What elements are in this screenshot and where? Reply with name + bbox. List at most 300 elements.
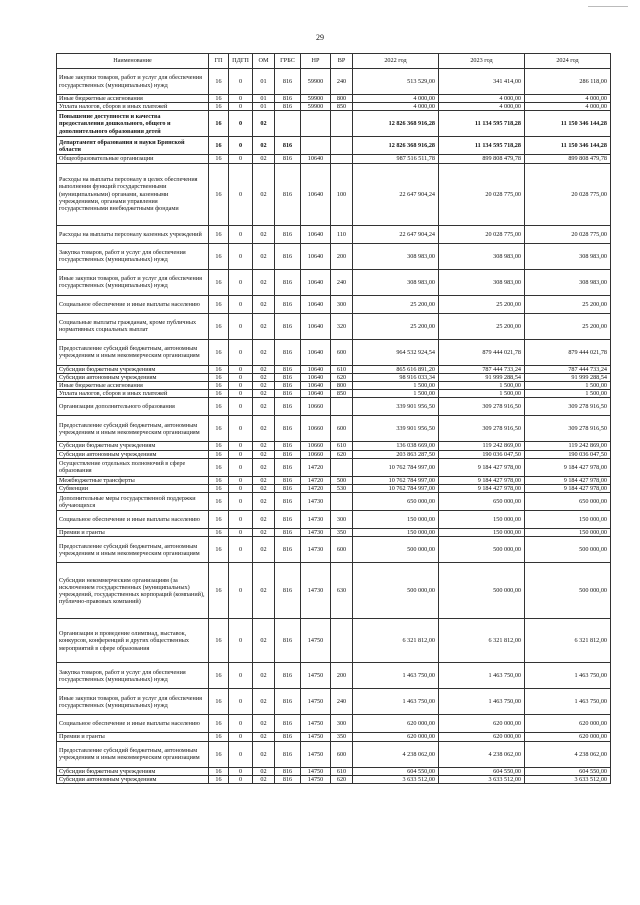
cell-gp: 16 [209,537,229,563]
cell-om: 02 [253,137,275,155]
cell-name: Организация и проведение олимпиад, выставок, конкурсов, конференций и других общественных мероприятий в сфере образования [57,619,209,663]
cell-vr: 240 [331,69,353,95]
cell-vr [331,493,353,511]
table-row [57,458,611,476]
cell-name: Субсидии автономным учреждениям [57,775,209,783]
col-header-name: Наименование [57,54,209,69]
cell-name: Закупка товаров, работ и услуг для обеспечения государственных (муниципальных) нужд [57,663,209,689]
cell-grbs: 816 [275,155,301,163]
cell-amount-2022: 22 647 904,24 [353,163,439,225]
cell-gp: 16 [209,295,229,313]
cell-name: Расходы на выплаты персоналу в целях обеспечения выполнения функций государственными (муниципальными) органами, казенными учреждениями, органами управления государственными внебюджетными фондами [57,163,209,225]
cell-amount-2023: 91 999 288,54 [439,373,525,381]
cell-amount-2023: 308 983,00 [439,269,525,295]
cell-om: 02 [253,111,275,137]
cell-vr: 620 [331,450,353,458]
cell-amount-2024: 20 028 775,00 [525,163,611,225]
cell-vr: 850 [331,103,353,111]
table-row [57,137,611,155]
cell-om: 02 [253,243,275,269]
cell-pdgp: 0 [229,163,253,225]
cell-amount-2024: 4 238 062,00 [525,741,611,767]
cell-amount-2022: 136 038 669,00 [353,442,439,450]
cell-amount-2022: 1 500,00 [353,382,439,390]
cell-amount-2023: 9 184 427 978,00 [439,485,525,493]
cell-nr: 10660 [301,398,331,416]
cell-nr: 14750 [301,689,331,715]
cell-vr: 610 [331,767,353,775]
table-row [57,416,611,442]
cell-gp: 16 [209,741,229,767]
cell-vr [331,619,353,663]
cell-grbs: 816 [275,775,301,783]
cell-pdgp: 0 [229,111,253,137]
cell-nr: 14750 [301,733,331,741]
cell-gp: 16 [209,313,229,339]
cell-vr: 620 [331,775,353,783]
cell-grbs: 816 [275,69,301,95]
cell-amount-2024: 119 242 869,00 [525,442,611,450]
cell-amount-2024: 1 463 750,00 [525,689,611,715]
cell-amount-2023: 11 134 595 718,28 [439,111,525,137]
cell-amount-2023: 20 028 775,00 [439,225,525,243]
cell-name: Департамент образования и науки Брянской области [57,137,209,155]
cell-pdgp: 0 [229,733,253,741]
cell-amount-2022: 150 000,00 [353,529,439,537]
table-body [57,69,611,784]
cell-amount-2023: 9 184 427 978,00 [439,476,525,484]
cell-grbs: 816 [275,663,301,689]
cell-amount-2022: 987 516 511,78 [353,155,439,163]
cell-amount-2023: 500 000,00 [439,537,525,563]
cell-pdgp: 0 [229,529,253,537]
cell-vr: 320 [331,313,353,339]
cell-nr: 14730 [301,563,331,619]
table-row [57,382,611,390]
cell-vr: 350 [331,529,353,537]
cell-amount-2024: 6 321 812,00 [525,619,611,663]
cell-gp: 16 [209,269,229,295]
cell-gp: 16 [209,339,229,365]
cell-pdgp: 0 [229,619,253,663]
cell-om: 02 [253,382,275,390]
cell-vr: 850 [331,390,353,398]
cell-name: Субсидии бюджетным учреждениям [57,365,209,373]
cell-gp: 16 [209,398,229,416]
cell-amount-2023: 3 633 512,00 [439,775,525,783]
cell-nr: 14750 [301,663,331,689]
cell-pdgp: 0 [229,295,253,313]
cell-om: 02 [253,663,275,689]
cell-amount-2023: 650 000,00 [439,493,525,511]
cell-om: 02 [253,269,275,295]
cell-om: 02 [253,339,275,365]
cell-amount-2024: 9 184 427 978,00 [525,485,611,493]
cell-amount-2022: 513 529,00 [353,69,439,95]
cell-amount-2024: 620 000,00 [525,715,611,733]
cell-amount-2024: 150 000,00 [525,511,611,529]
cell-vr: 610 [331,442,353,450]
table-row [57,485,611,493]
cell-pdgp: 0 [229,243,253,269]
cell-gp: 16 [209,137,229,155]
cell-gp: 16 [209,442,229,450]
cell-vr: 600 [331,339,353,365]
cell-grbs: 816 [275,103,301,111]
cell-om: 02 [253,398,275,416]
cell-nr: 10640 [301,390,331,398]
cell-grbs: 816 [275,398,301,416]
cell-amount-2022: 308 983,00 [353,243,439,269]
cell-om: 02 [253,373,275,381]
cell-amount-2022: 22 647 904,24 [353,225,439,243]
cell-amount-2024: 879 444 021,78 [525,339,611,365]
cell-vr: 600 [331,416,353,442]
cell-grbs: 816 [275,269,301,295]
cell-gp: 16 [209,382,229,390]
cell-nr: 14730 [301,529,331,537]
cell-gp: 16 [209,619,229,663]
cell-name: Субсидии некоммерческим организациям (за исключением государственных (муниципальных) учреждений, государственных корпораций (компаний), публично-правовых компаний) [57,563,209,619]
cell-name: Иные закупки товаров, работ и услуг для обеспечения государственных (муниципальных) нужд [57,69,209,95]
cell-grbs: 816 [275,476,301,484]
table-row [57,689,611,715]
cell-om: 01 [253,103,275,111]
cell-amount-2024: 25 200,00 [525,313,611,339]
cell-nr: 14720 [301,485,331,493]
cell-amount-2022: 10 762 784 997,00 [353,485,439,493]
table-row [57,269,611,295]
cell-grbs: 816 [275,295,301,313]
cell-amount-2023: 620 000,00 [439,715,525,733]
cell-om: 02 [253,733,275,741]
table-row [57,111,611,137]
cell-gp: 16 [209,373,229,381]
col-header-vr: ВР [331,54,353,69]
cell-name: Субсидии бюджетным учреждениям [57,767,209,775]
cell-pdgp: 0 [229,458,253,476]
cell-name: Субвенции [57,485,209,493]
cell-nr: 14750 [301,741,331,767]
cell-pdgp: 0 [229,373,253,381]
cell-gp: 16 [209,390,229,398]
cell-nr: 10660 [301,450,331,458]
cell-vr: 300 [331,295,353,313]
cell-amount-2024: 9 184 427 978,00 [525,476,611,484]
cell-pdgp: 0 [229,103,253,111]
cell-vr: 530 [331,485,353,493]
cell-amount-2022: 203 863 287,50 [353,450,439,458]
cell-grbs: 816 [275,442,301,450]
cell-amount-2023: 190 036 047,50 [439,450,525,458]
cell-amount-2022: 4 238 062,00 [353,741,439,767]
cell-amount-2024: 899 808 479,78 [525,155,611,163]
cell-amount-2022: 1 500,00 [353,390,439,398]
cell-nr: 14730 [301,511,331,529]
cell-vr: 620 [331,373,353,381]
cell-grbs: 816 [275,313,301,339]
cell-nr: 10640 [301,365,331,373]
page-number: 29 [316,33,324,42]
cell-amount-2023: 787 444 733,24 [439,365,525,373]
table-row [57,476,611,484]
cell-gp: 16 [209,485,229,493]
cell-amount-2023: 150 000,00 [439,529,525,537]
cell-vr: 500 [331,476,353,484]
cell-amount-2023: 899 808 479,78 [439,155,525,163]
cell-pdgp: 0 [229,493,253,511]
cell-amount-2023: 25 200,00 [439,295,525,313]
cell-om: 01 [253,69,275,95]
cell-amount-2024: 309 278 916,50 [525,398,611,416]
table-row [57,450,611,458]
col-header-2024: 2024 год [525,54,611,69]
cell-om: 02 [253,313,275,339]
cell-amount-2022: 25 200,00 [353,295,439,313]
cell-pdgp: 0 [229,269,253,295]
cell-vr: 300 [331,511,353,529]
cell-amount-2024: 500 000,00 [525,563,611,619]
cell-gp: 16 [209,416,229,442]
cell-amount-2022: 620 000,00 [353,715,439,733]
cell-amount-2023: 341 414,00 [439,69,525,95]
cell-pdgp: 0 [229,663,253,689]
cell-pdgp: 0 [229,563,253,619]
cell-nr: 10640 [301,155,331,163]
cell-name: Уплата налогов, сборов и иных платежей [57,103,209,111]
cell-gp: 16 [209,511,229,529]
cell-om: 02 [253,458,275,476]
cell-amount-2022: 339 901 956,50 [353,398,439,416]
cell-gp: 16 [209,493,229,511]
col-header-2023: 2023 год [439,54,525,69]
cell-pdgp: 0 [229,365,253,373]
cell-om: 02 [253,715,275,733]
cell-pdgp: 0 [229,715,253,733]
cell-grbs: 816 [275,619,301,663]
cell-nr: 10660 [301,416,331,442]
cell-om: 02 [253,511,275,529]
cell-om: 02 [253,741,275,767]
table-row [57,767,611,775]
cell-om: 02 [253,529,275,537]
cell-vr: 110 [331,225,353,243]
cell-name: Предоставление субсидий бюджетным, автономным учреждениям и иным некоммерческим организациям [57,741,209,767]
table-row [57,563,611,619]
cell-grbs: 816 [275,741,301,767]
cell-pdgp: 0 [229,476,253,484]
cell-amount-2022: 10 762 784 997,00 [353,458,439,476]
cell-amount-2022: 1 463 750,00 [353,663,439,689]
cell-pdgp: 0 [229,390,253,398]
cell-om: 02 [253,225,275,243]
cell-name: Уплата налогов, сборов и иных платежей [57,390,209,398]
cell-amount-2022: 964 532 924,54 [353,339,439,365]
cell-grbs: 816 [275,163,301,225]
cell-nr: 14720 [301,458,331,476]
cell-amount-2024: 11 150 346 144,28 [525,111,611,137]
cell-gp: 16 [209,450,229,458]
cell-gp: 16 [209,529,229,537]
cell-om: 02 [253,476,275,484]
cell-nr: 10640 [301,295,331,313]
cell-vr: 350 [331,733,353,741]
cell-om: 02 [253,295,275,313]
cell-gp: 16 [209,225,229,243]
cell-nr: 59900 [301,69,331,95]
cell-pdgp: 0 [229,537,253,563]
cell-amount-2024: 4 000,00 [525,103,611,111]
cell-amount-2024: 308 983,00 [525,243,611,269]
cell-gp: 16 [209,69,229,95]
cell-name: Организации дополнительного образования [57,398,209,416]
cell-pdgp: 0 [229,416,253,442]
cell-name: Иные закупки товаров, работ и услуг для обеспечения государственных (муниципальных) нужд [57,269,209,295]
cell-amount-2023: 620 000,00 [439,733,525,741]
cell-amount-2023: 119 242 869,00 [439,442,525,450]
cell-vr [331,398,353,416]
cell-grbs [275,111,301,137]
col-header-pdgp: ПДГП [229,54,253,69]
cell-amount-2023: 1 463 750,00 [439,689,525,715]
cell-name: Премии и гранты [57,733,209,741]
cell-amount-2024: 1 500,00 [525,390,611,398]
cell-amount-2023: 150 000,00 [439,511,525,529]
table-row [57,373,611,381]
table-row [57,69,611,95]
cell-amount-2022: 12 826 368 916,28 [353,137,439,155]
cell-pdgp: 0 [229,450,253,458]
table-row [57,339,611,365]
col-header-grbs: ГРБС [275,54,301,69]
cell-name: Иные закупки товаров, работ и услуг для обеспечения государственных (муниципальных) нужд [57,689,209,715]
cell-amount-2024: 620 000,00 [525,733,611,741]
cell-nr: 10640 [301,225,331,243]
cell-amount-2024: 309 278 916,50 [525,416,611,442]
cell-grbs: 816 [275,373,301,381]
cell-nr: 59900 [301,103,331,111]
cell-grbs: 816 [275,95,301,103]
table-row [57,442,611,450]
cell-vr [331,111,353,137]
cell-nr: 10640 [301,339,331,365]
cell-amount-2023: 4 238 062,00 [439,741,525,767]
cell-amount-2024: 308 983,00 [525,269,611,295]
cell-nr: 10640 [301,243,331,269]
cell-grbs: 816 [275,493,301,511]
cell-amount-2022: 650 000,00 [353,493,439,511]
cell-pdgp: 0 [229,313,253,339]
table-row [57,295,611,313]
cell-vr [331,155,353,163]
cell-nr: 10660 [301,442,331,450]
cell-name: Социальное обеспечение и иные выплаты населению [57,511,209,529]
cell-nr: 10640 [301,382,331,390]
cell-grbs: 816 [275,733,301,741]
cell-gp: 16 [209,689,229,715]
cell-nr: 10640 [301,163,331,225]
cell-nr: 10640 [301,373,331,381]
cell-grbs: 816 [275,243,301,269]
cell-gp: 16 [209,365,229,373]
cell-amount-2022: 10 762 784 997,00 [353,476,439,484]
cell-grbs: 816 [275,382,301,390]
cell-gp: 16 [209,458,229,476]
cell-amount-2023: 25 200,00 [439,313,525,339]
cell-vr: 800 [331,95,353,103]
cell-om: 02 [253,442,275,450]
cell-om: 02 [253,155,275,163]
cell-gp: 16 [209,767,229,775]
cell-name: Премии и гранты [57,529,209,537]
cell-om: 02 [253,390,275,398]
cell-name: Общеобразовательные организации [57,155,209,163]
cell-amount-2023: 4 000,00 [439,95,525,103]
cell-name: Субсидии автономным учреждениям [57,373,209,381]
cell-pdgp: 0 [229,485,253,493]
cell-om: 02 [253,689,275,715]
cell-pdgp: 0 [229,225,253,243]
cell-grbs: 816 [275,529,301,537]
cell-amount-2024: 787 444 733,24 [525,365,611,373]
cell-vr [331,458,353,476]
cell-amount-2022: 308 983,00 [353,269,439,295]
cell-nr: 14730 [301,493,331,511]
cell-amount-2024: 91 999 288,54 [525,373,611,381]
cell-amount-2023: 308 983,00 [439,243,525,269]
cell-amount-2024: 150 000,00 [525,529,611,537]
cell-pdgp: 0 [229,137,253,155]
cell-amount-2023: 9 184 427 978,00 [439,458,525,476]
table-row [57,663,611,689]
cell-amount-2022: 25 200,00 [353,313,439,339]
cell-amount-2022: 98 916 033,34 [353,373,439,381]
cell-om: 02 [253,767,275,775]
cell-vr: 630 [331,563,353,619]
cell-amount-2024: 25 200,00 [525,295,611,313]
cell-amount-2024: 1 463 750,00 [525,663,611,689]
cell-pdgp: 0 [229,442,253,450]
cell-amount-2023: 309 278 916,50 [439,398,525,416]
table-row [57,225,611,243]
table-row [57,511,611,529]
cell-amount-2022: 500 000,00 [353,537,439,563]
cell-grbs: 816 [275,511,301,529]
cell-grbs: 816 [275,416,301,442]
table-row [57,155,611,163]
col-header-gp: ГП [209,54,229,69]
cell-om: 02 [253,563,275,619]
cell-om: 02 [253,450,275,458]
cell-amount-2022: 339 901 956,50 [353,416,439,442]
cell-vr: 800 [331,382,353,390]
cell-pdgp: 0 [229,767,253,775]
cell-nr: 10640 [301,313,331,339]
cell-name: Межбюджетные трансферты [57,476,209,484]
cell-amount-2024: 190 036 047,50 [525,450,611,458]
cell-vr: 300 [331,715,353,733]
col-header-2022: 2022 год [353,54,439,69]
cell-name: Предоставление субсидий бюджетным, автономным учреждениям и иным некоммерческим организациям [57,537,209,563]
cell-pdgp: 0 [229,382,253,390]
table-row [57,733,611,741]
cell-amount-2022: 4 000,00 [353,95,439,103]
cell-amount-2023: 500 000,00 [439,563,525,619]
cell-grbs: 816 [275,715,301,733]
cell-name: Предоставление субсидий бюджетным, автономным учреждениям и иным некоммерческим организациям [57,339,209,365]
cell-name: Иные бюджетные ассигнования [57,95,209,103]
cell-gp: 16 [209,663,229,689]
